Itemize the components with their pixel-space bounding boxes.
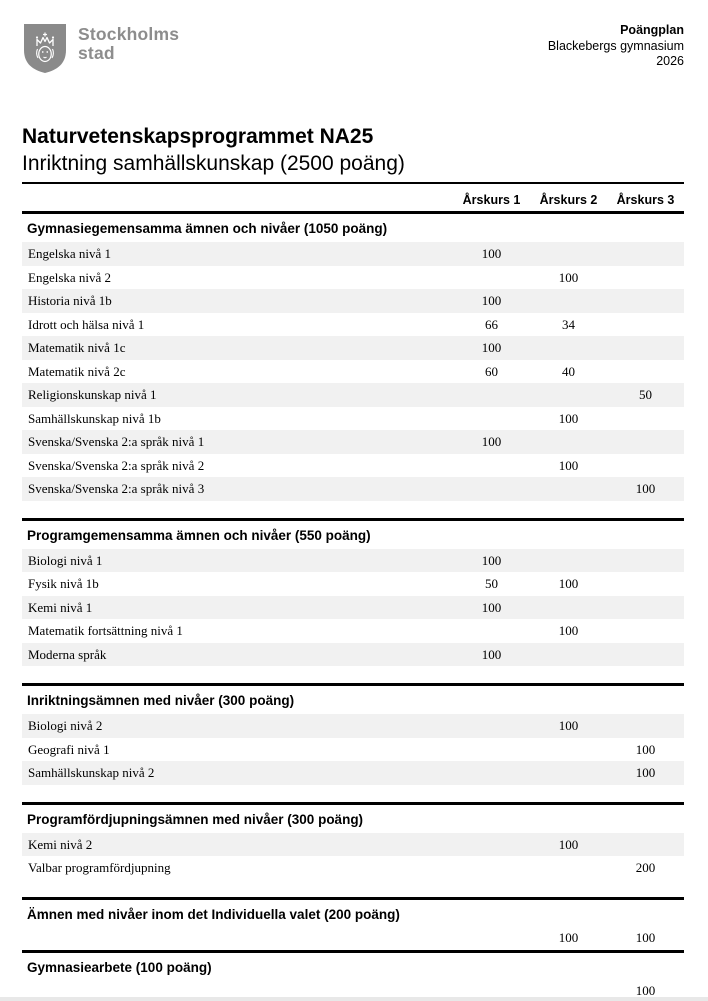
points-year2: 100 <box>558 623 579 638</box>
points-year2: 100 <box>558 269 579 285</box>
column-header-year1: Årskurs 1 <box>462 193 521 207</box>
course-row <box>22 714 684 738</box>
course-row <box>22 761 684 785</box>
points-year2 <box>530 643 607 667</box>
points-year2 <box>530 549 607 573</box>
section-title: Gymnasiearbete (100 poäng) <box>27 959 212 975</box>
course-label: Svenska/Svenska 2:a språk nivå 1 <box>28 434 205 449</box>
course-label: Geografi nivå 1 <box>28 741 110 757</box>
points-year1: 50 <box>485 576 498 591</box>
course-row <box>22 383 684 407</box>
points-year2: 100 <box>558 836 579 852</box>
points-year1 <box>453 761 530 785</box>
course-label: Engelska nivå 1 <box>28 246 112 261</box>
section-title: Inriktningsämnen med nivåer (300 poäng) <box>27 693 295 708</box>
course-row <box>22 360 684 384</box>
table-section <box>22 518 684 667</box>
points-year2 <box>530 242 607 266</box>
stockholm-stad-logo <box>22 22 179 75</box>
course-label: Historia nivå 1b <box>28 293 112 308</box>
course-row <box>22 336 684 360</box>
points-year1: 100 <box>481 246 502 261</box>
points-year1 <box>453 383 530 407</box>
points-year2: 100 <box>558 718 579 733</box>
brand-name <box>78 25 179 63</box>
document-meta <box>548 22 684 70</box>
brand-name-line1: Stockholms <box>78 24 180 44</box>
points-year3 <box>607 596 684 620</box>
course-label: Biologi nivå 2 <box>28 718 103 733</box>
points-year3 <box>607 313 684 337</box>
points-year1 <box>453 266 530 290</box>
course-label: Moderna språk <box>28 646 107 662</box>
points-year1 <box>453 407 530 431</box>
course-row <box>22 833 684 857</box>
course-label: Religionskunskap nivå 1 <box>28 387 157 402</box>
points-year3 <box>607 289 684 313</box>
points-year3: 100 <box>635 929 656 945</box>
points-year2: 100 <box>558 410 579 426</box>
course-row <box>22 289 684 313</box>
points-year2 <box>530 761 607 785</box>
course-label: Idrott och hälsa nivå 1 <box>28 316 145 332</box>
title-block <box>22 124 684 184</box>
stockholm-shield-icon <box>22 22 68 75</box>
points-year2 <box>530 430 607 454</box>
course-label: Matematik fortsättning nivå 1 <box>28 623 183 638</box>
points-year2: 100 <box>558 929 579 945</box>
points-year2 <box>530 981 607 1001</box>
points-year1 <box>453 738 530 762</box>
points-year1 <box>453 619 530 643</box>
points-year3 <box>607 336 684 360</box>
table-section <box>22 897 684 948</box>
points-year1: 100 <box>481 552 502 568</box>
points-year1 <box>453 928 530 948</box>
points-year3 <box>607 833 684 857</box>
points-year2 <box>530 336 607 360</box>
points-year2 <box>530 596 607 620</box>
points-year1: 100 <box>481 340 502 355</box>
page-subtitle: Inriktning samhällskunskap (2500 poäng) <box>22 152 405 175</box>
course-label: Biologi nivå 1 <box>28 552 103 568</box>
table-section <box>22 802 684 880</box>
course-label <box>22 981 453 1001</box>
points-year3: 50 <box>639 387 652 402</box>
table-section <box>22 683 684 785</box>
points-year1: 100 <box>481 434 502 449</box>
points-year2 <box>530 856 607 880</box>
points-year1 <box>453 454 530 478</box>
points-year3 <box>607 714 684 738</box>
page-title: Naturvetenskapsprogrammet NA25 <box>22 125 374 148</box>
course-table <box>22 214 684 1001</box>
points-year1: 100 <box>481 599 502 615</box>
points-year3 <box>607 430 684 454</box>
points-year3 <box>607 266 684 290</box>
course-label: Matematik nivå 2c <box>28 363 126 379</box>
page-header <box>22 22 684 75</box>
course-row <box>22 596 684 620</box>
points-year1: 100 <box>481 293 502 308</box>
brand-name-line2: stad <box>78 43 115 63</box>
points-year3: 100 <box>635 982 656 998</box>
points-year3 <box>607 643 684 667</box>
course-row <box>22 572 684 596</box>
table-section <box>22 950 684 1001</box>
course-label: Kemi nivå 1 <box>28 599 93 615</box>
points-year2: 34 <box>562 316 575 332</box>
course-label <box>22 928 453 948</box>
points-year2 <box>530 477 607 501</box>
points-year2 <box>530 383 607 407</box>
course-label: Valbar programfördjupning <box>28 860 171 875</box>
points-year3: 100 <box>635 741 656 757</box>
document-type: Poängplan <box>620 23 684 37</box>
course-row <box>22 981 684 1001</box>
section-title: Programgemensamma ämnen och nivåer (550 poäng) <box>27 527 371 543</box>
section-title: Ämnen med nivåer inom det Individuella valet (200 poäng) <box>27 906 400 922</box>
points-year3: 200 <box>635 860 656 875</box>
course-row <box>22 477 684 501</box>
points-year1 <box>453 981 530 1001</box>
course-row <box>22 242 684 266</box>
points-year2: 40 <box>562 363 575 379</box>
points-year3 <box>607 572 684 596</box>
points-year3: 100 <box>635 481 656 496</box>
course-label: Samhällskunskap nivå 1b <box>28 410 161 426</box>
course-label: Engelska nivå 2 <box>28 269 112 285</box>
points-year3 <box>607 454 684 478</box>
course-row <box>22 266 684 290</box>
course-row <box>22 619 684 643</box>
course-label: Fysik nivå 1b <box>28 576 99 591</box>
points-year1 <box>453 477 530 501</box>
points-year3: 100 <box>635 765 656 780</box>
course-row <box>22 454 684 478</box>
points-year3 <box>607 407 684 431</box>
points-year3 <box>607 242 684 266</box>
points-year2 <box>530 738 607 762</box>
column-header-year2: Årskurs 2 <box>539 193 598 207</box>
table-section <box>22 214 684 501</box>
points-year1: 60 <box>485 363 498 379</box>
course-row <box>22 738 684 762</box>
plan-year: 2026 <box>656 54 684 68</box>
course-row <box>22 313 684 337</box>
course-row <box>22 928 684 948</box>
points-year2: 100 <box>558 457 579 473</box>
course-label: Samhällskunskap nivå 2 <box>28 765 155 780</box>
course-label: Matematik nivå 1c <box>28 340 126 355</box>
course-row <box>22 643 684 667</box>
column-header-year3: Årskurs 3 <box>616 193 675 207</box>
section-title: Programfördjupningsämnen med nivåer (300 poäng) <box>27 811 364 827</box>
course-label: Svenska/Svenska 2:a språk nivå 3 <box>28 481 205 496</box>
points-year2: 100 <box>558 576 579 591</box>
points-year3 <box>607 360 684 384</box>
points-year3 <box>607 549 684 573</box>
points-year2 <box>530 289 607 313</box>
course-label: Kemi nivå 2 <box>28 836 93 852</box>
course-row <box>22 430 684 454</box>
column-header-row <box>22 193 684 214</box>
points-year1 <box>453 714 530 738</box>
course-row <box>22 549 684 573</box>
points-year1 <box>453 856 530 880</box>
points-year1 <box>453 833 530 857</box>
course-label: Svenska/Svenska 2:a språk nivå 2 <box>28 457 205 473</box>
course-row <box>22 407 684 431</box>
school-name: Blackebergs gymnasium <box>547 38 684 53</box>
points-year1: 100 <box>481 646 502 662</box>
section-title: Gymnasiegemensamma ämnen och nivåer (1050 poäng) <box>27 221 388 236</box>
points-year3 <box>607 619 684 643</box>
points-year1: 66 <box>485 316 498 332</box>
course-row <box>22 856 684 880</box>
